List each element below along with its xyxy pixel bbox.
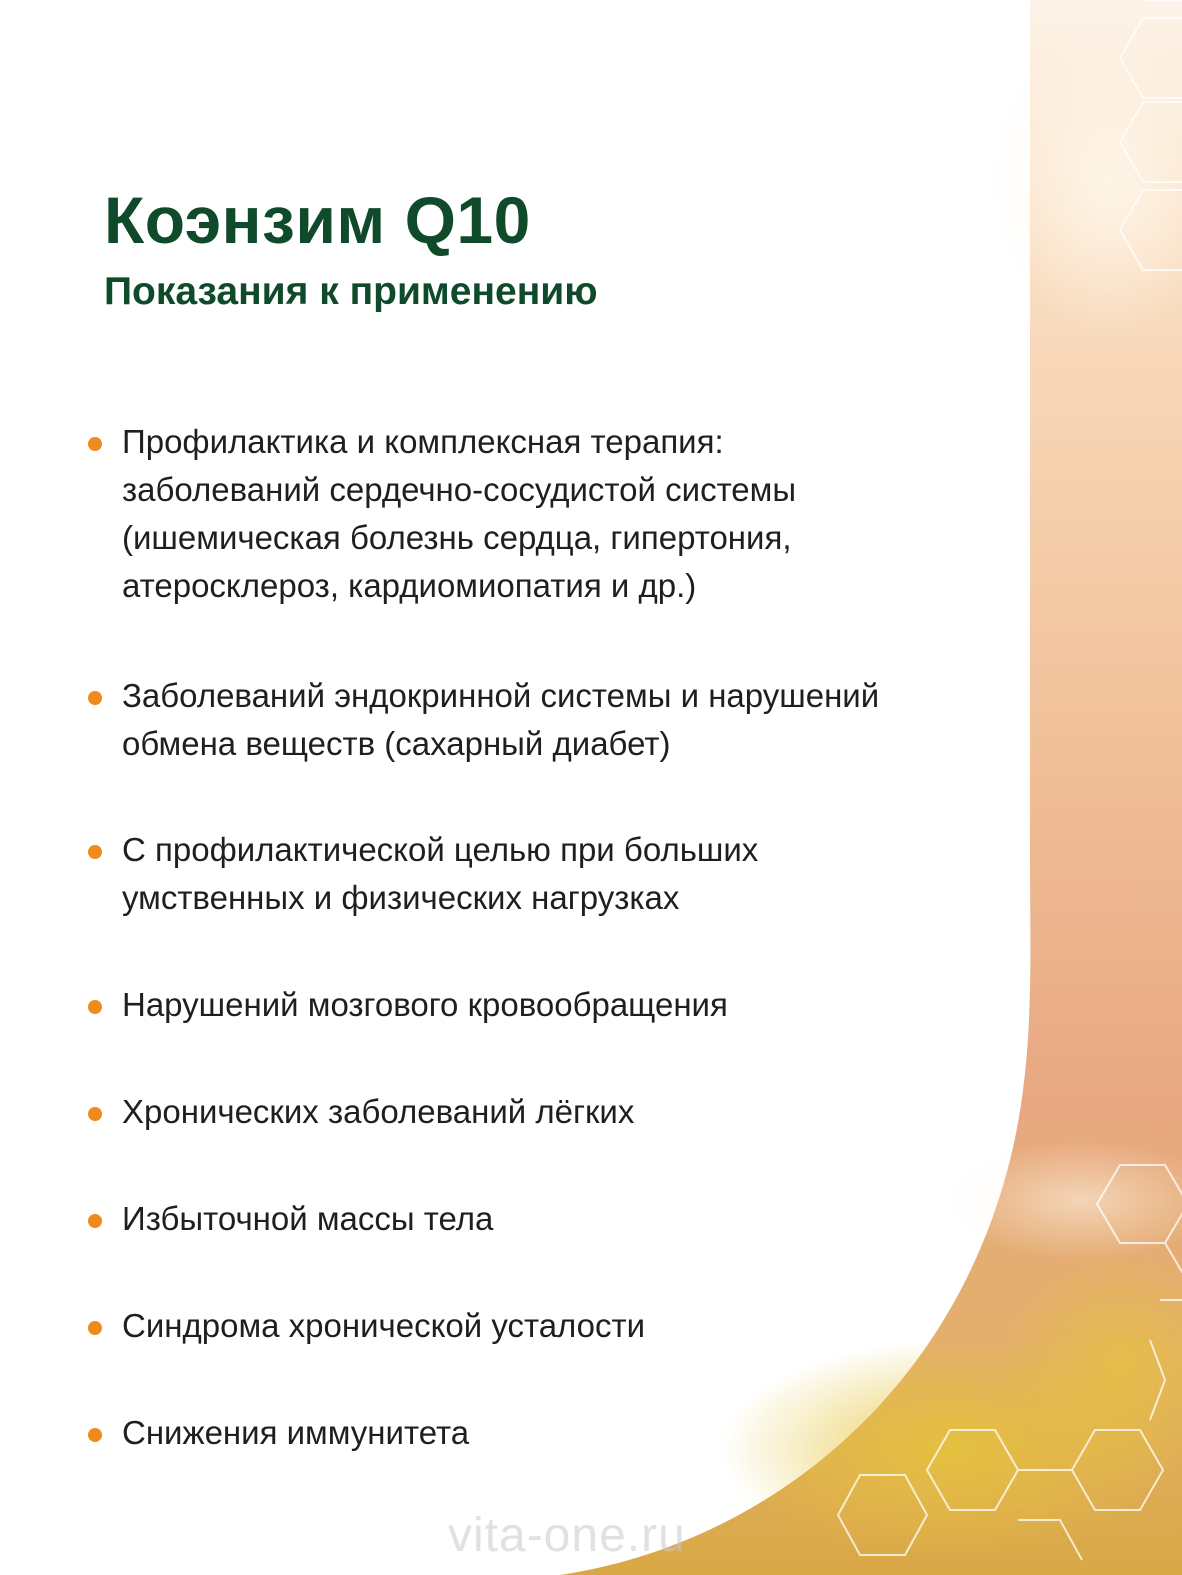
list-item-text: С профилактической целью при больших умственных и физических нагрузках (122, 831, 759, 916)
list-item (84, 1409, 964, 1457)
list-item-text: Избыточной массы тела (122, 1200, 494, 1237)
list-item (84, 981, 964, 1029)
list-item-text: Синдрома хронической усталости (122, 1307, 646, 1344)
list-item (84, 1302, 964, 1350)
list-item (84, 1088, 964, 1136)
orange-dot-icon (88, 1000, 102, 1014)
orange-dot-icon (88, 1107, 102, 1121)
list-item-text: Снижения иммунитета (122, 1414, 470, 1451)
watermark: vita-one.ru (448, 1509, 686, 1562)
orange-dot-icon (88, 1321, 102, 1335)
orange-dot-icon (88, 845, 102, 859)
page-title: Коэнзим Q10 (104, 183, 531, 257)
list-item (84, 672, 964, 768)
orange-dot-icon (88, 1428, 102, 1442)
list-item (84, 1195, 964, 1243)
orange-dot-icon (88, 1214, 102, 1228)
page-subtitle: Показания к применению (104, 270, 598, 313)
list-item (84, 418, 964, 610)
indications-list (84, 418, 964, 1457)
list-item-text: Заболеваний эндокринной системы и нарушений обмена веществ (сахарный диабет) (122, 677, 880, 762)
orange-dot-icon (88, 691, 102, 705)
list-item-text: Хронических заболеваний лёгких (122, 1093, 635, 1130)
list-item (84, 826, 964, 922)
list-item-text: Нарушений мозгового кровообращения (122, 986, 728, 1023)
orange-dot-icon (88, 437, 102, 451)
list-item-text: Профилактика и комплексная терапия: заболеваний сердечно-сосудистой системы (ишемическая болезнь сердца, гипертония, атеросклероз, кардиомиопатия и др.) (122, 423, 797, 604)
